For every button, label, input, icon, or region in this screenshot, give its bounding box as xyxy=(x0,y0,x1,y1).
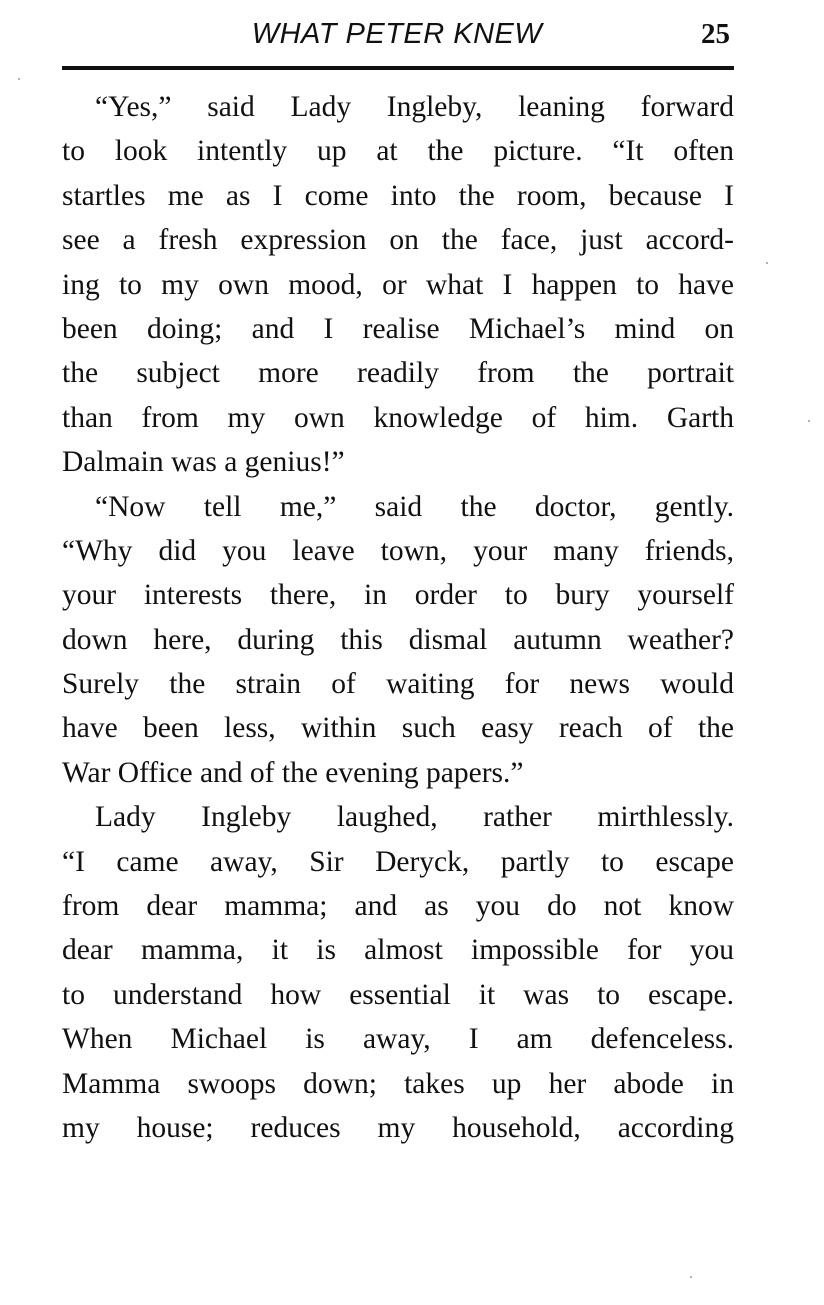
text-line: the subject more readily from the portrait xyxy=(62,357,734,390)
text-line: Mamma swoops down; takes up her abode in xyxy=(62,1067,734,1100)
running-title: WHAT PETER KNEW xyxy=(251,18,543,50)
text-line: “Why did you leave town, your many friends, xyxy=(62,534,734,567)
text-line: ing to my own mood, or what I happen to have xyxy=(62,268,734,301)
text-line: When Michael is away, I am defenceless. xyxy=(62,1023,734,1056)
scan-speck xyxy=(766,262,768,264)
text-line: Lady Ingleby laughed, rather mirthlessly. xyxy=(95,801,734,834)
body-text xyxy=(62,85,734,1150)
scan-speck xyxy=(808,420,810,422)
text-line: War Office and of the evening papers.” xyxy=(62,756,524,789)
text-line: startles me as I come into the room, because I xyxy=(62,179,734,212)
text-line: “I came away, Sir Deryck, partly to escape xyxy=(62,845,734,878)
text-line: “Yes,” said Lady Ingleby, leaning forward xyxy=(95,91,734,123)
text-line: been doing; and I realise Michael’s mind on xyxy=(62,312,734,345)
scan-speck xyxy=(690,1276,692,1278)
text-line: see a fresh expression on the face, just accord- xyxy=(62,224,734,257)
header-rule xyxy=(62,66,734,70)
text-line: dear mamma, it is almost impossible for you xyxy=(62,934,734,967)
text-line: your interests there, in order to bury yourself xyxy=(62,579,734,612)
text-line: have been less, within such easy reach of the xyxy=(62,712,734,745)
running-head xyxy=(62,16,732,60)
text-line: Surely the strain of waiting for news would xyxy=(62,668,734,701)
text-line: Dalmain was a genius!” xyxy=(62,446,345,479)
text-line: my house; reduces my household, according xyxy=(62,1111,734,1144)
text-line: down here, during this dismal autumn weather? xyxy=(62,623,734,656)
scan-speck xyxy=(18,78,20,80)
text-line: to look intently up at the picture. “It often xyxy=(62,135,734,168)
page-number: 25 xyxy=(701,18,730,50)
text-line: from dear mamma; and as you do not know xyxy=(62,890,734,923)
text-line: “Now tell me,” said the doctor, gently. xyxy=(95,490,734,523)
text-line: to understand how essential it was to escape. xyxy=(62,978,734,1011)
text-line: than from my own knowledge of him. Garth xyxy=(62,401,734,434)
